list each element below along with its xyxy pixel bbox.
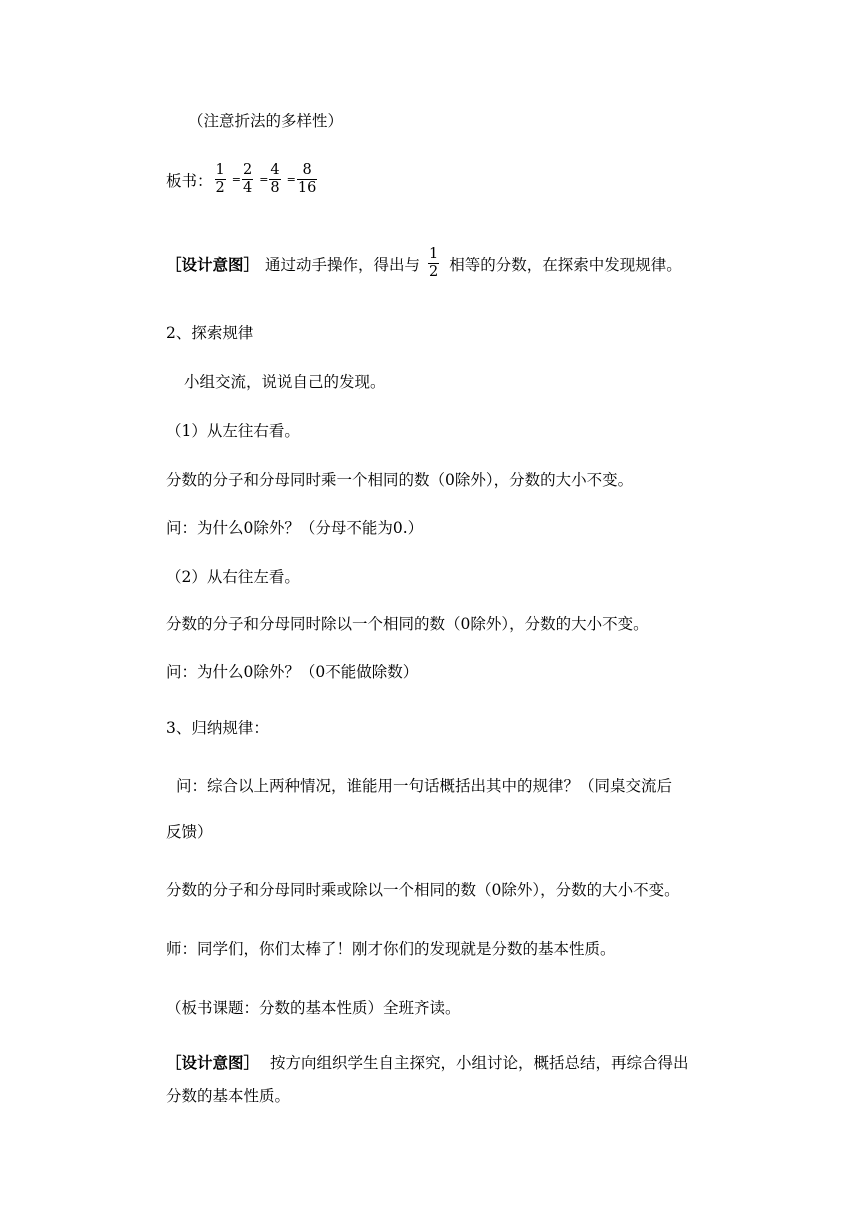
equals-sign: = (286, 173, 296, 186)
fraction-numerator: 1 (429, 246, 439, 262)
board-formula (166, 162, 317, 197)
fraction-1-2 (215, 162, 226, 197)
design-intent-2-line-1 (166, 1053, 688, 1073)
design-intent-text-before: 通过动手操作，得出与 (265, 255, 421, 274)
fraction-8-16 (297, 162, 317, 197)
question-2-text: 问：为什么0除外？（0不能做除数） (166, 663, 419, 681)
fraction-denominator: 8 (270, 180, 280, 196)
fraction-numerator: 4 (270, 162, 280, 178)
design-intent-text-after: 相等的分数，在探索中发现规律。 (449, 255, 682, 274)
teacher-remark-text: 师：同学们，你们太棒了！刚才你们的发现就是分数的基本性质。 (166, 940, 616, 958)
design-intent-2-line-2: 分数的基本性质。 (166, 1087, 291, 1105)
design-intent-2-text: 按方向组织学生自主探究，小组讨论，概括总结，再综合得出 (269, 1054, 689, 1072)
fraction-denominator: 2 (215, 180, 225, 196)
summary-question-line-1: 问：综合以上两种情况，谁能用一句话概括出其中的规律？（同桌交流后 (176, 777, 673, 795)
fraction-2-4 (242, 162, 253, 197)
section-2-heading: 2、探索规律 (166, 324, 254, 342)
equals-sign: = (231, 173, 241, 186)
equals-sign: = (259, 173, 269, 186)
rule-1-text: 分数的分子和分母同时乘一个相同的数（0除外），分数的大小不变。 (166, 471, 634, 489)
summary-rule-text: 分数的分子和分母同时乘或除以一个相同的数（0除外），分数的大小不变。 (166, 881, 680, 899)
item-2-text: （2）从右往左看。 (166, 568, 300, 586)
question-1-text: 问：为什么0除外？（分母不能为0.） (166, 519, 424, 537)
item-1-text: （1）从左往右看。 (166, 422, 300, 440)
fraction-1-2-inline (428, 246, 439, 281)
fraction-numerator: 8 (297, 162, 317, 180)
rule-2-text: 分数的分子和分母同时除以一个相同的数（0除外），分数的大小不变。 (166, 615, 649, 633)
section-3-heading: 3、归纳规律： (166, 719, 269, 737)
fraction-denominator: 16 (297, 180, 317, 196)
fraction-4-8 (269, 162, 280, 197)
summary-question-line-2: 反馈） (166, 823, 213, 841)
design-intent-1 (166, 246, 682, 281)
fraction-numerator: 2 (242, 162, 253, 178)
board-title-text: （板书课题：分数的基本性质）全班齐读。 (166, 999, 461, 1017)
group-discussion-text: 小组交流，说说自己的发现。 (184, 373, 386, 391)
fraction-denominator: 4 (242, 180, 253, 196)
fraction-numerator: 1 (215, 162, 225, 178)
fraction-denominator: 2 (429, 264, 439, 280)
note-text: （注意折法的多样性） (188, 112, 344, 130)
board-label: 板书： (166, 171, 213, 190)
design-intent-tag: ［设计意图］ (166, 1053, 260, 1072)
design-intent-tag: ［设计意图］ (166, 254, 260, 274)
